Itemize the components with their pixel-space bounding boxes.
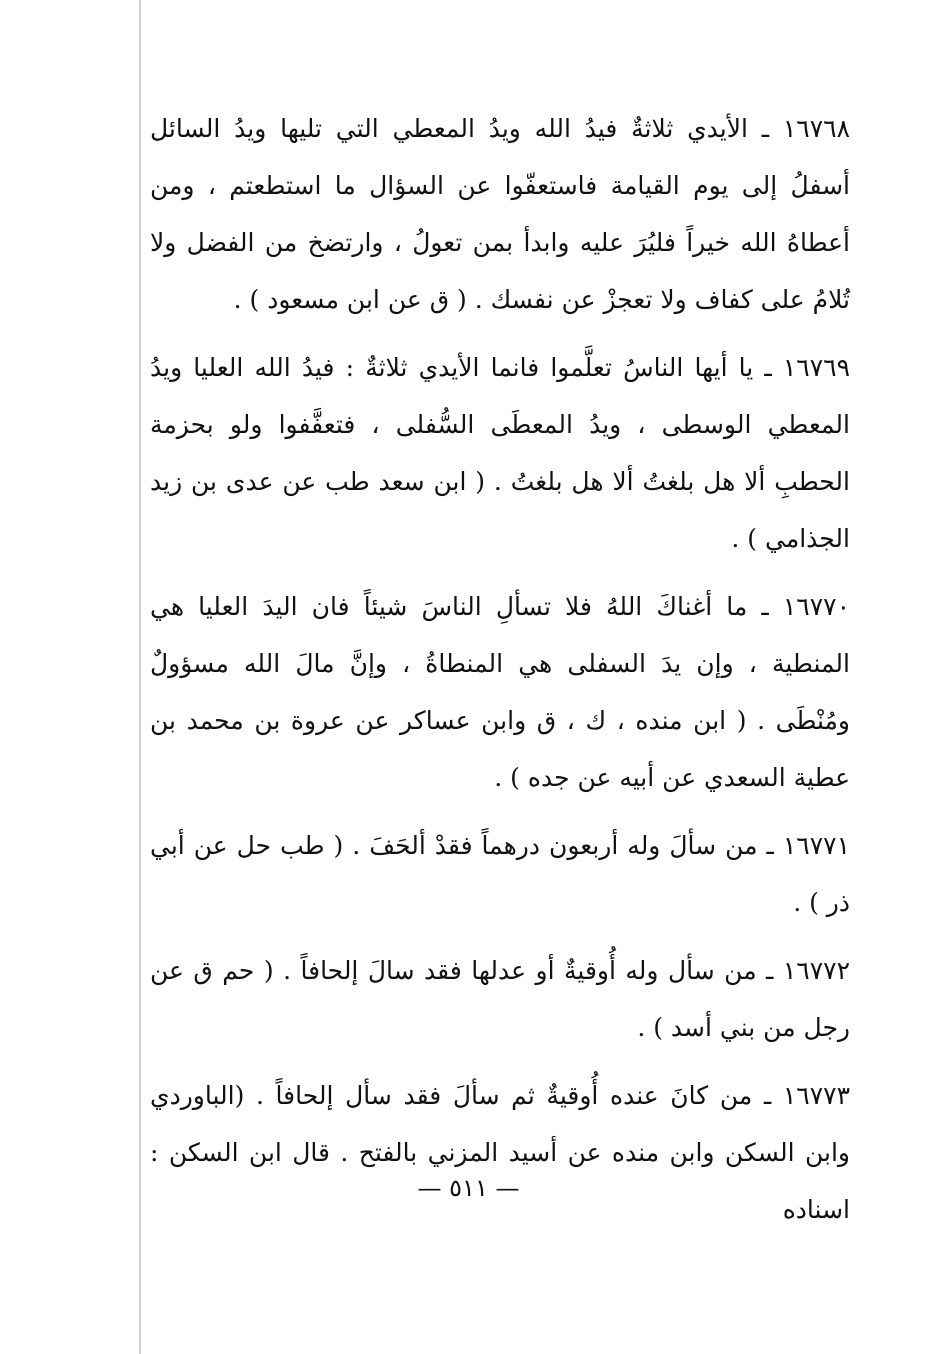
hadith-paragraph-16770: ١٦٧٧٠ ـ ما أغناكَ اللهُ فلا تسألِ الناسَ شيئاً فان اليدَ العليا هي المنطية ، وإن يدَ السفلى هي المنطاةُ ، وإنَّ مالَ الله مسؤولٌ ومُنْطَى . ( ابن منده ، ك ، ق وابن عساكر عن عروة بن محمد بن عطية السعدي عن أبيه عن جده ) .: [150, 592, 850, 792]
page-body: [150, 100, 850, 1249]
hadith-paragraph-16769: ١٦٧٦٩ ـ يا أيها الناسُ تعلَّموا فانما الأيدي ثلاثةٌ : فيدُ الله العليا ويدُ المعطي الوسطى ، ويدُ المعطَى السُّفلى ، فتعفَّفوا ولو بحزمة الحطبِ ألا هل بلغتُ ألا هل بلغتُ . ( ابن سعد طب عن عدى بن زيد الجذامي ) .: [150, 353, 850, 553]
hadith-paragraph-16771: ١٦٧٧١ ـ من سألَ وله أربعون درهماً فقدْ ألحَفَ . ( طب حل عن أبي ذر ) .: [150, 831, 850, 917]
hadith-paragraph-16772: ١٦٧٧٢ ـ من سأل وله أُوقيةٌ أو عدلها فقد سالَ إلحافاً . ( حم ق عن رجل من بني أسد ) .: [150, 956, 850, 1042]
page-number: — ٥١١ —: [417, 1174, 520, 1202]
scan-edge-line: [139, 0, 141, 1354]
hadith-paragraph-16773: ١٦٧٧٣ ـ من كانَ عنده أُوقيةٌ ثم سألَ فقد سأل إلحافاً . (الباوردي وابن السكن وابن منده عن أسيد المزني بالفتح . قال ابن السكن : اسناده: [150, 1081, 850, 1224]
hadith-paragraph-16768: ١٦٧٦٨ ـ الأيدي ثلاثةٌ فيدُ الله ويدُ المعطي التي تليها ويدُ السائل أسفلُ إلى يوم القيامة فاستعفّوا عن السؤال ما استطعتم ، ومن أعطاهُ الله خيراً فليُرَ عليه وابدأ بمن تعولُ ، وارتضخ من الفضل ولا تُلامُ على كفاف ولا تعجزْ عن نفسك . ( ق عن ابن مسعود ) .: [150, 114, 850, 314]
